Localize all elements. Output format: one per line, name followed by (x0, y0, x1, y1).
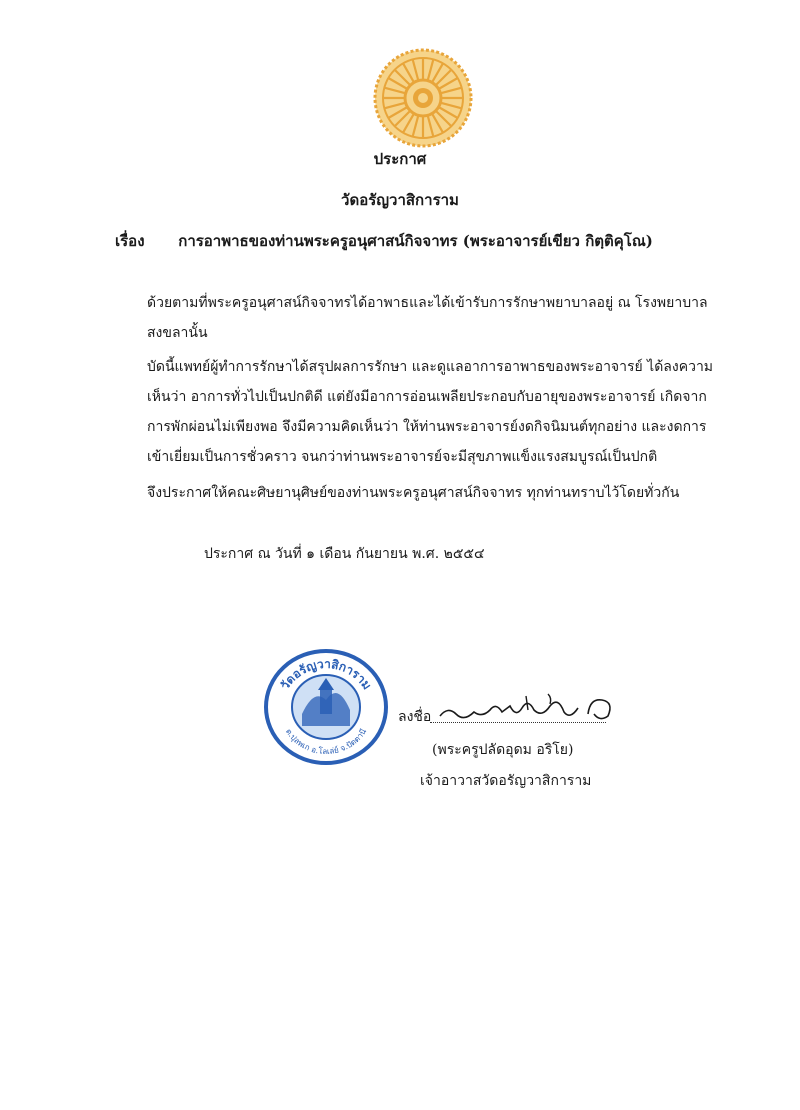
body-paragraph-2 (115, 352, 720, 472)
subject-line (115, 229, 653, 253)
paragraph-3-text: จึงประกาศให้คณะศิษยานุศิษย์ของท่านพระครูอนุศาสน์กิจจาทร ทุกท่านทราบไว้โดยทั่วกัน (147, 485, 680, 501)
page-title: ประกาศ (373, 150, 427, 168)
svg-text:ต.ปุลพเก อ.โลเล่ย์ จ.ปัตตานี: ต.ปุลพเก อ.โลเล่ย์ จ.ปัตตานี (283, 727, 369, 757)
body-paragraph-1 (115, 288, 720, 348)
paragraph-2-text: บัดนี้แพทย์ผู้ทำการรักษาได้สรุปผลการรักษา และดูแลอาการอาพาธของพระอาจารย์ ได้ลงความเห็นว่า อาการทั่วไปเป็นปกติดี แต่ยังมีอาการอ่อนเพลียประกอบกับอายุของพระอาจารย์ เกิดจากการพักผ่อนไม่เพียงพอ จึงมีความคิดเห็นว่า ให้ท่านพระอาจารย์งดกิจนิมนต์ทุกอย่าง และงดการเข้าเยี่ยมเป็นการชั่วคราว จนกว่าท่านพระอาจารย์จะมีสุขภาพแข็งแรงสมบูรณ์เป็นปกติ (147, 359, 714, 465)
subject-text: การอาพาธของท่านพระครูอนุศาสน์กิจจาทร (พระอาจารย์เขียว กิตฺติคุโณ) (178, 232, 653, 250)
signer-title: เจ้าอาวาสวัดอรัญวาสิการาม (420, 773, 592, 789)
paragraph-1-text: ด้วยตามที่พระครูอนุศาสน์กิจจาทรได้อาพาธและได้เข้ารับการรักษาพยาบาลอยู่ ณ โรงพยาบาลสงขลานั้น (147, 295, 708, 341)
handwritten-signature (430, 688, 630, 728)
organization-name: วัดอรัญวาสิการาม (341, 191, 459, 209)
announcement-date: ประกาศ ณ วันที่ ๑ เดือน กันยายน พ.ศ. ๒๕๕๔ (204, 546, 485, 562)
temple-seal-stamp (262, 648, 390, 766)
signature-label: ลงชื่อ (398, 709, 432, 725)
svg-text:วัดอรัญวาสิการาม: วัดอรัญวาสิการาม (277, 656, 375, 693)
body-paragraph-3 (115, 478, 720, 508)
dharma-wheel-icon (373, 48, 473, 148)
signer-name: (พระครูปลัดอุดม อริโย) (432, 742, 574, 758)
subject-label: เรื่อง (115, 232, 145, 250)
